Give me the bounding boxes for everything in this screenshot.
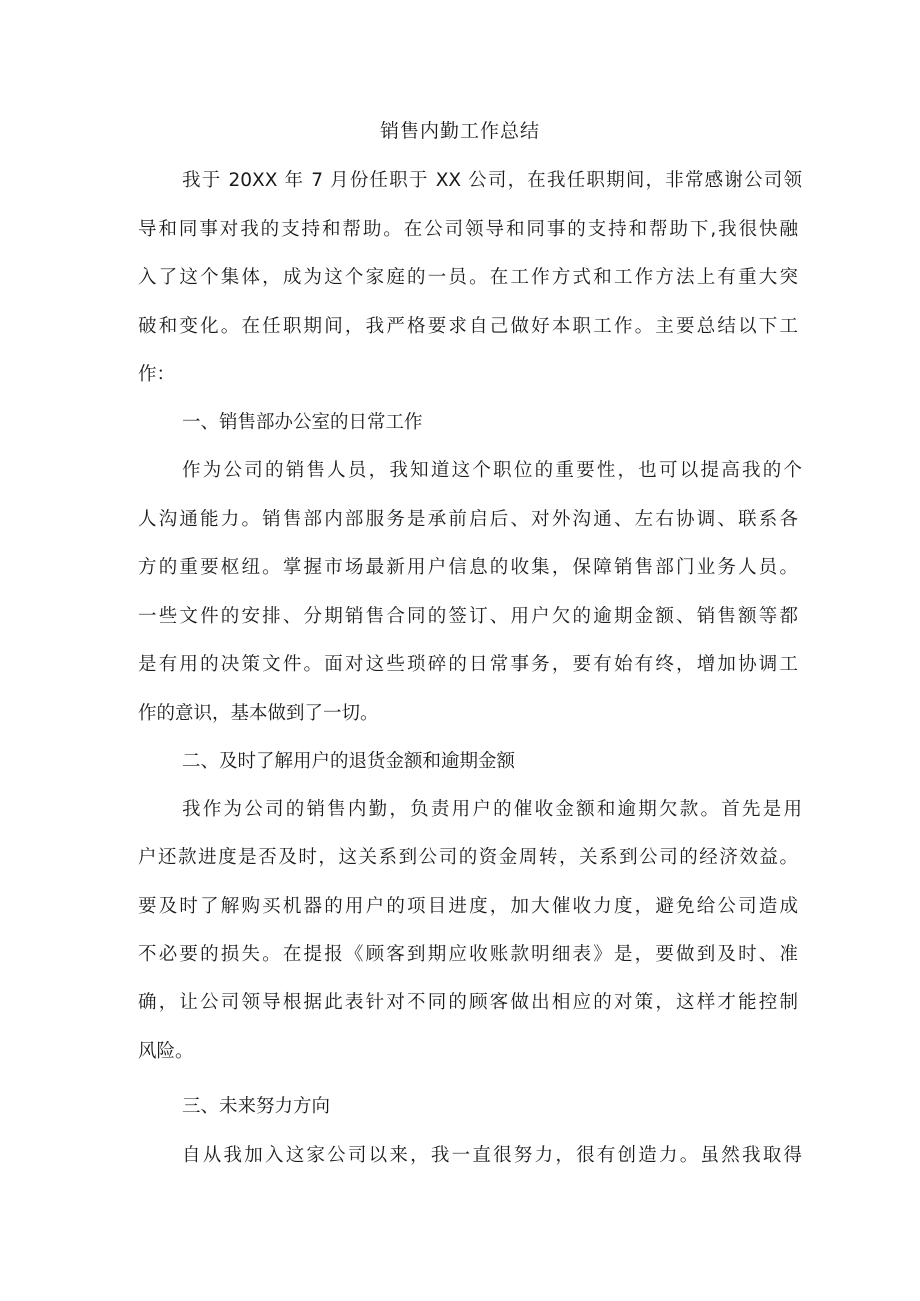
section-heading-3: 三、未来努力方向 <box>182 1096 331 1117</box>
section1-line-6: 作的意识，基本做到了一切。 <box>138 703 379 724</box>
intro-line-3: 入了这个集体，成为这个家庭的一员。在工作方式和工作方法上有重大突 <box>138 267 798 288</box>
section-heading-1: 一、销售部办公室的日常工作 <box>182 412 423 433</box>
section3-line-1: 自从我加入这家公司以来，我一直很努力，很有创造力。虽然我取得 <box>182 1145 802 1166</box>
section2-line-5: 确，让公司领导根据此表针对不同的顾客做出相应的对策，这样才能控制 <box>138 992 798 1013</box>
section1-line-3: 方的重要枢纽。掌握市场最新用户信息的收集，保障销售部门业务人员。 <box>138 557 798 578</box>
intro-line-5: 作： <box>138 364 176 385</box>
section2-line-3: 要及时了解购买机器的用户的项目进度，加大催收力度，避免给公司造成 <box>138 896 798 917</box>
section2-line-2: 户还款进度是否及时，这关系到公司的资金周转，关系到公司的经济效益。 <box>138 847 798 868</box>
section2-line-4: 不必要的损失。在提报《顾客到期应收账款明细表》是，要做到及时、准 <box>138 944 798 965</box>
section1-line-2: 人沟通能力。销售部内部服务是承前启后、对外沟通、左右协调、联系各 <box>138 509 798 530</box>
intro-line-1: 我于 20XX 年 7 月份任职于 XX 公司，在我任职期间，非常感谢公司领 <box>182 170 802 191</box>
section2-line-6: 风险。 <box>138 1041 194 1062</box>
intro-line-2: 导和同事对我的支持和帮助。在公司领导和同事的支持和帮助下,我很快融 <box>138 219 798 240</box>
intro-line-4: 破和变化。在任职期间，我严格要求自己做好本职工作。主要总结以下工 <box>138 316 798 337</box>
section1-line-5: 是有用的决策文件。面对这些琐碎的日常事务，要有始有终，增加协调工 <box>138 654 798 675</box>
document-title: 销售内勤工作总结 <box>379 120 540 142</box>
section1-line-4: 一些文件的安排、分期销售合同的签订、用户欠的逾期金额、销售额等都 <box>138 606 798 627</box>
section-heading-2: 二、及时了解用户的退货金额和逾期金额 <box>182 751 516 772</box>
section1-line-1: 作为公司的销售人员，我知道这个职位的重要性，也可以提高我的个 <box>182 460 802 481</box>
section2-line-1: 我作为公司的销售内勤，负责用户的催收金额和逾期欠款。首先是用 <box>182 799 802 820</box>
